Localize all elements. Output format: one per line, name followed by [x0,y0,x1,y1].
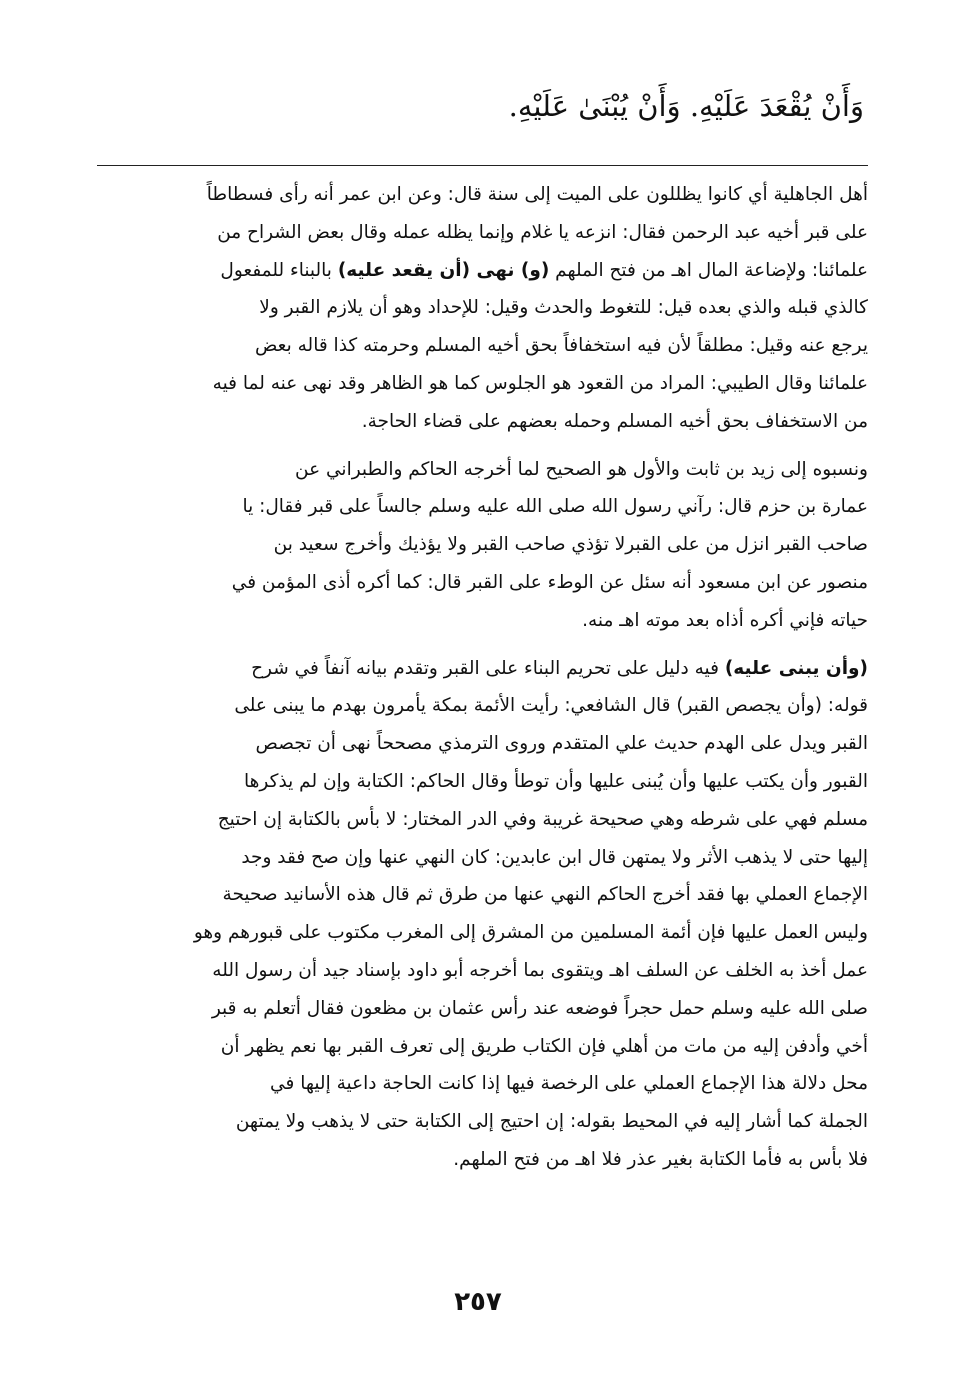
line: عمارة بن حزم قال: رآني رسول الله صلى الله عليه وسلم جالساً على قبر فقال: يا [242,496,868,518]
quoted-matn: (و) نهى (أن يقعد عليه) [337,259,550,281]
line: قوله: (وأن يجصص القبر) قال الشافعي: رأيت الأئمة بمكة يأمرون بهدم ما يبنى على [234,695,868,717]
line: بالبناء للمفعول [220,259,338,281]
line: محل دلالة هذا الإجماع العملي على الرخصة فيها إذا كانت الحاجة داعية إليها في [270,1073,868,1095]
quoted-matn: (وأن يبنى عليه) [724,657,868,679]
line: وليس العمل عليها فإن أئمة المسلمين من المشرق إلى المغرب مكتوب على قبورهم وهو [193,922,868,944]
line: منصور عن ابن مسعود أنه سئل عن الوطء على القبر قال: كما أكره أذى المؤمن في [231,571,868,593]
line: فلا بأس به فأما الكتابة بغير عذر فلا اهـ من فتح الملهم. [453,1148,868,1170]
line: من الاستخفاف بحق أخيه المسلم وحمله بعضهم على قضاء الحاجة. [361,410,868,432]
line: القبور وأن يكتب عليها وأن يُبنى عليها وأن توطأ وقال الحاكم: الكتابة وإن لم يذكرها [244,770,868,792]
line: فيه دليل على تحريم البناء على القبر وتقدم بيانه آنفاً في شرح [251,657,725,679]
line: الجملة كما أشار إليه في المحيط بقوله: إن احتيج إلى الكتابة حتى لا يذهب ولا يمتهن [235,1111,868,1133]
commentary-paragraph-2 [97,451,868,640]
line: يرجع عنه وقيل: مطلقاً لأن فيه استخفافاً بحق أخيه المسلم وحرمته كذا قاله بعض [255,335,868,357]
line: علمائنا: ولإضاعة المال اهـ من فتح الملهم [549,259,868,281]
line: القبر ويدل على الهدم حديث علي المتقدم وروى الترمذي مصححاً نهى أن تجصص [255,733,868,755]
line: مسلم فهي على شرطه وهي صحيحة غريبة وفي الدر المختار: لا بأس بالكتابة إن احتيج [217,808,868,830]
line: إليها حتى لا يذهب الأثر ولا يمتهن قال ابن عابدين: كان النهي عنها وإن صح فقد وجد [241,846,868,868]
line: صاحب القبر انزل من على القبرلا تؤذي صاحب القبر ولا يؤذيك وأخرج سعيد بن [273,534,868,556]
line: أهل الجاهلية أي كانوا يظللون على الميت إلى سنة قال: وعن ابن عمر أنه رأى فسطاطاً [206,184,868,205]
line: علمائنا وقال الطيبي: المراد من القعود هو الجلوس كما هو الظاهر وقد نهى عنه لما فيه [212,372,868,394]
line: حياته فإني أكره أذاه بعد موته اهـ منه. [582,609,868,631]
line: كالذي قبله والذي بعده قيل: للتغوط والحدث وقيل: للإحداد وهو أن يلازم القبر ولا [259,297,868,319]
page-number: ٢٥٧ [454,1287,502,1317]
line: على قبر أخيه عبد الرحمن فقال: انزعه يا غلام وإنما يظله عمله وقال بعض الشراح من [217,221,868,243]
commentary-paragraph-1 [97,176,868,441]
line: عمل أخذ به الخلف عن السلف اهـ ويتقوى بما أخرجه أبو داود بإسناد جيد أن رسول الله [212,959,868,981]
hadith-excerpt: وَأَنْ يُقْعَدَ عَلَيْهِ. وَأَنْ يُبْنَىٰ عَلَيْهِ. [508,89,864,123]
line: الإجماع العملي بها فقد أخرج الحاكم النهي عنها من طرق ثم قال هذه الأسانيد صحيحة [222,884,868,906]
line: أخي وأدفن إليه من مات من أهلي فإن الكتاب طريق إلى تعرف القبر بها نعم يظهر أن [220,1035,868,1057]
line: ونسبوه إلى زيد بن ثابت والأول هو الصحيح لما أخرجه الحاكم والطبراني عن [295,458,868,480]
commentary-body [97,176,868,1189]
line: صلى الله عليه وسلم حمل حجراً فوضعه عند رأس عثمان بن مظعون فقال أتعلم به قبر [211,997,868,1019]
footnote-divider [97,165,868,166]
commentary-paragraph-3 [97,650,868,1179]
